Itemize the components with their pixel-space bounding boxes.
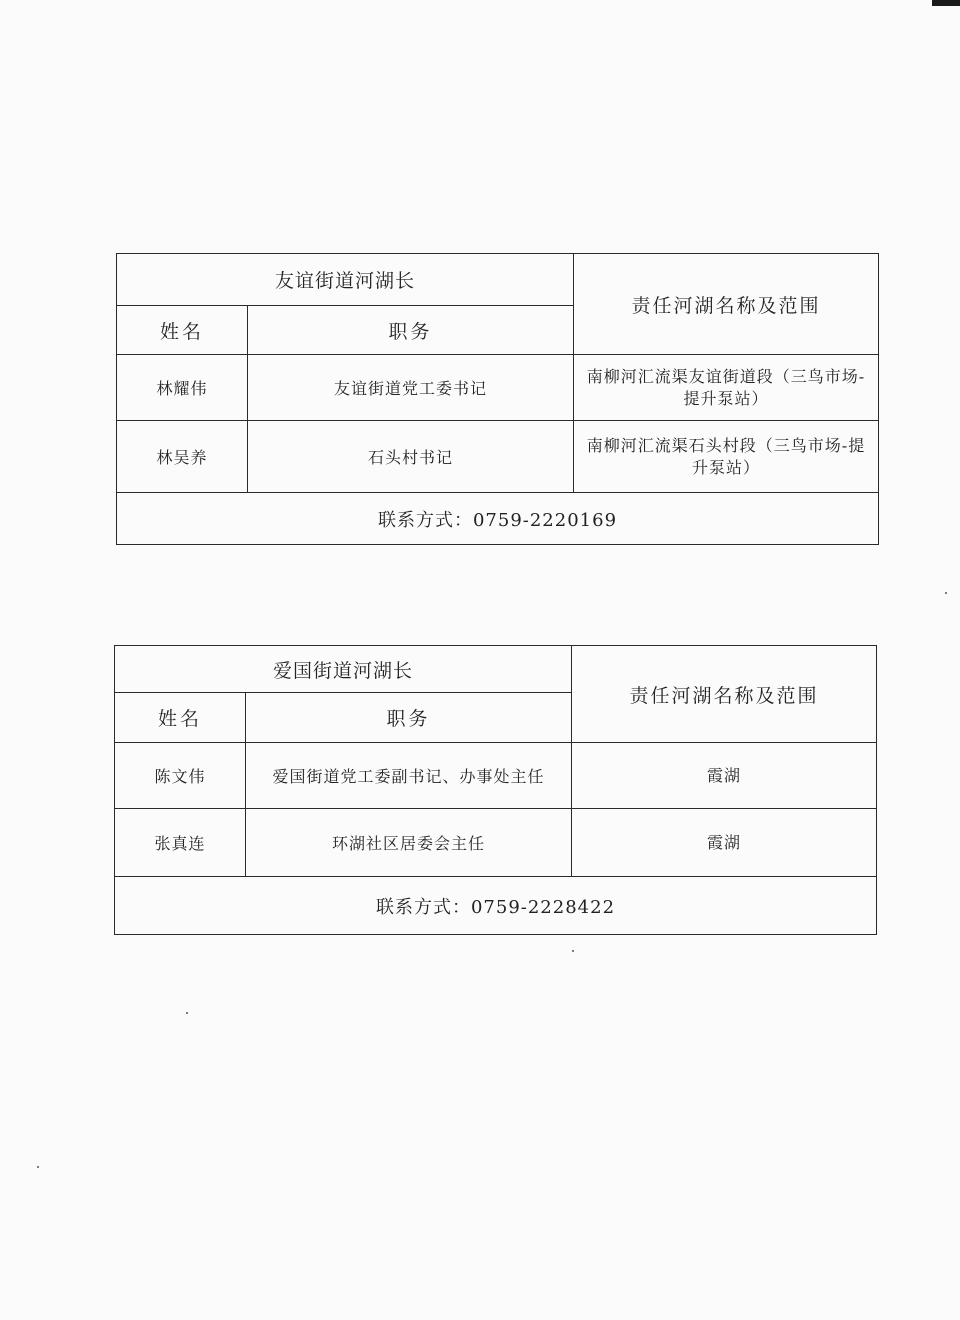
row-position: 石头村书记 <box>248 421 574 493</box>
row-name: 张真连 <box>115 809 246 877</box>
row-position: 环湖社区居委会主任 <box>246 809 572 877</box>
scan-speck <box>572 950 574 952</box>
row-name: 林耀伟 <box>117 355 248 421</box>
scan-speck <box>37 1166 39 1168</box>
position-header: 职务 <box>248 306 574 355</box>
river-chief-table-youyi <box>116 253 879 545</box>
scan-edge-mark <box>932 0 960 6</box>
row-scope: 霞湖 <box>572 743 877 809</box>
scope-header: 责任河湖名称及范围 <box>574 254 879 355</box>
table-row <box>117 355 879 421</box>
row-scope: 南柳河汇流渠友谊街道段（三鸟市场-提升泵站） <box>574 355 879 421</box>
row-name: 陈文伟 <box>115 743 246 809</box>
contact-info: 联系方式：0759-2220169 <box>117 493 879 545</box>
table-title: 友谊街道河湖长 <box>117 254 574 306</box>
table-title: 爱国街道河湖长 <box>115 646 572 693</box>
table-row <box>115 743 877 809</box>
row-position: 爱国街道党工委副书记、办事处主任 <box>246 743 572 809</box>
river-chief-table-aiguo <box>114 645 877 935</box>
scope-header: 责任河湖名称及范围 <box>572 646 877 743</box>
name-header: 姓名 <box>117 306 248 355</box>
scan-speck <box>186 1012 188 1014</box>
table-row <box>115 809 877 877</box>
table-row <box>117 421 879 493</box>
position-header: 职务 <box>246 693 572 743</box>
row-scope: 霞湖 <box>572 809 877 877</box>
name-header: 姓名 <box>115 693 246 743</box>
row-position: 友谊街道党工委书记 <box>248 355 574 421</box>
scan-speck <box>945 592 947 594</box>
row-name: 林吴养 <box>117 421 248 493</box>
row-scope: 南柳河汇流渠石头村段（三鸟市场-提升泵站） <box>574 421 879 493</box>
contact-info: 联系方式：0759-2228422 <box>115 877 877 935</box>
